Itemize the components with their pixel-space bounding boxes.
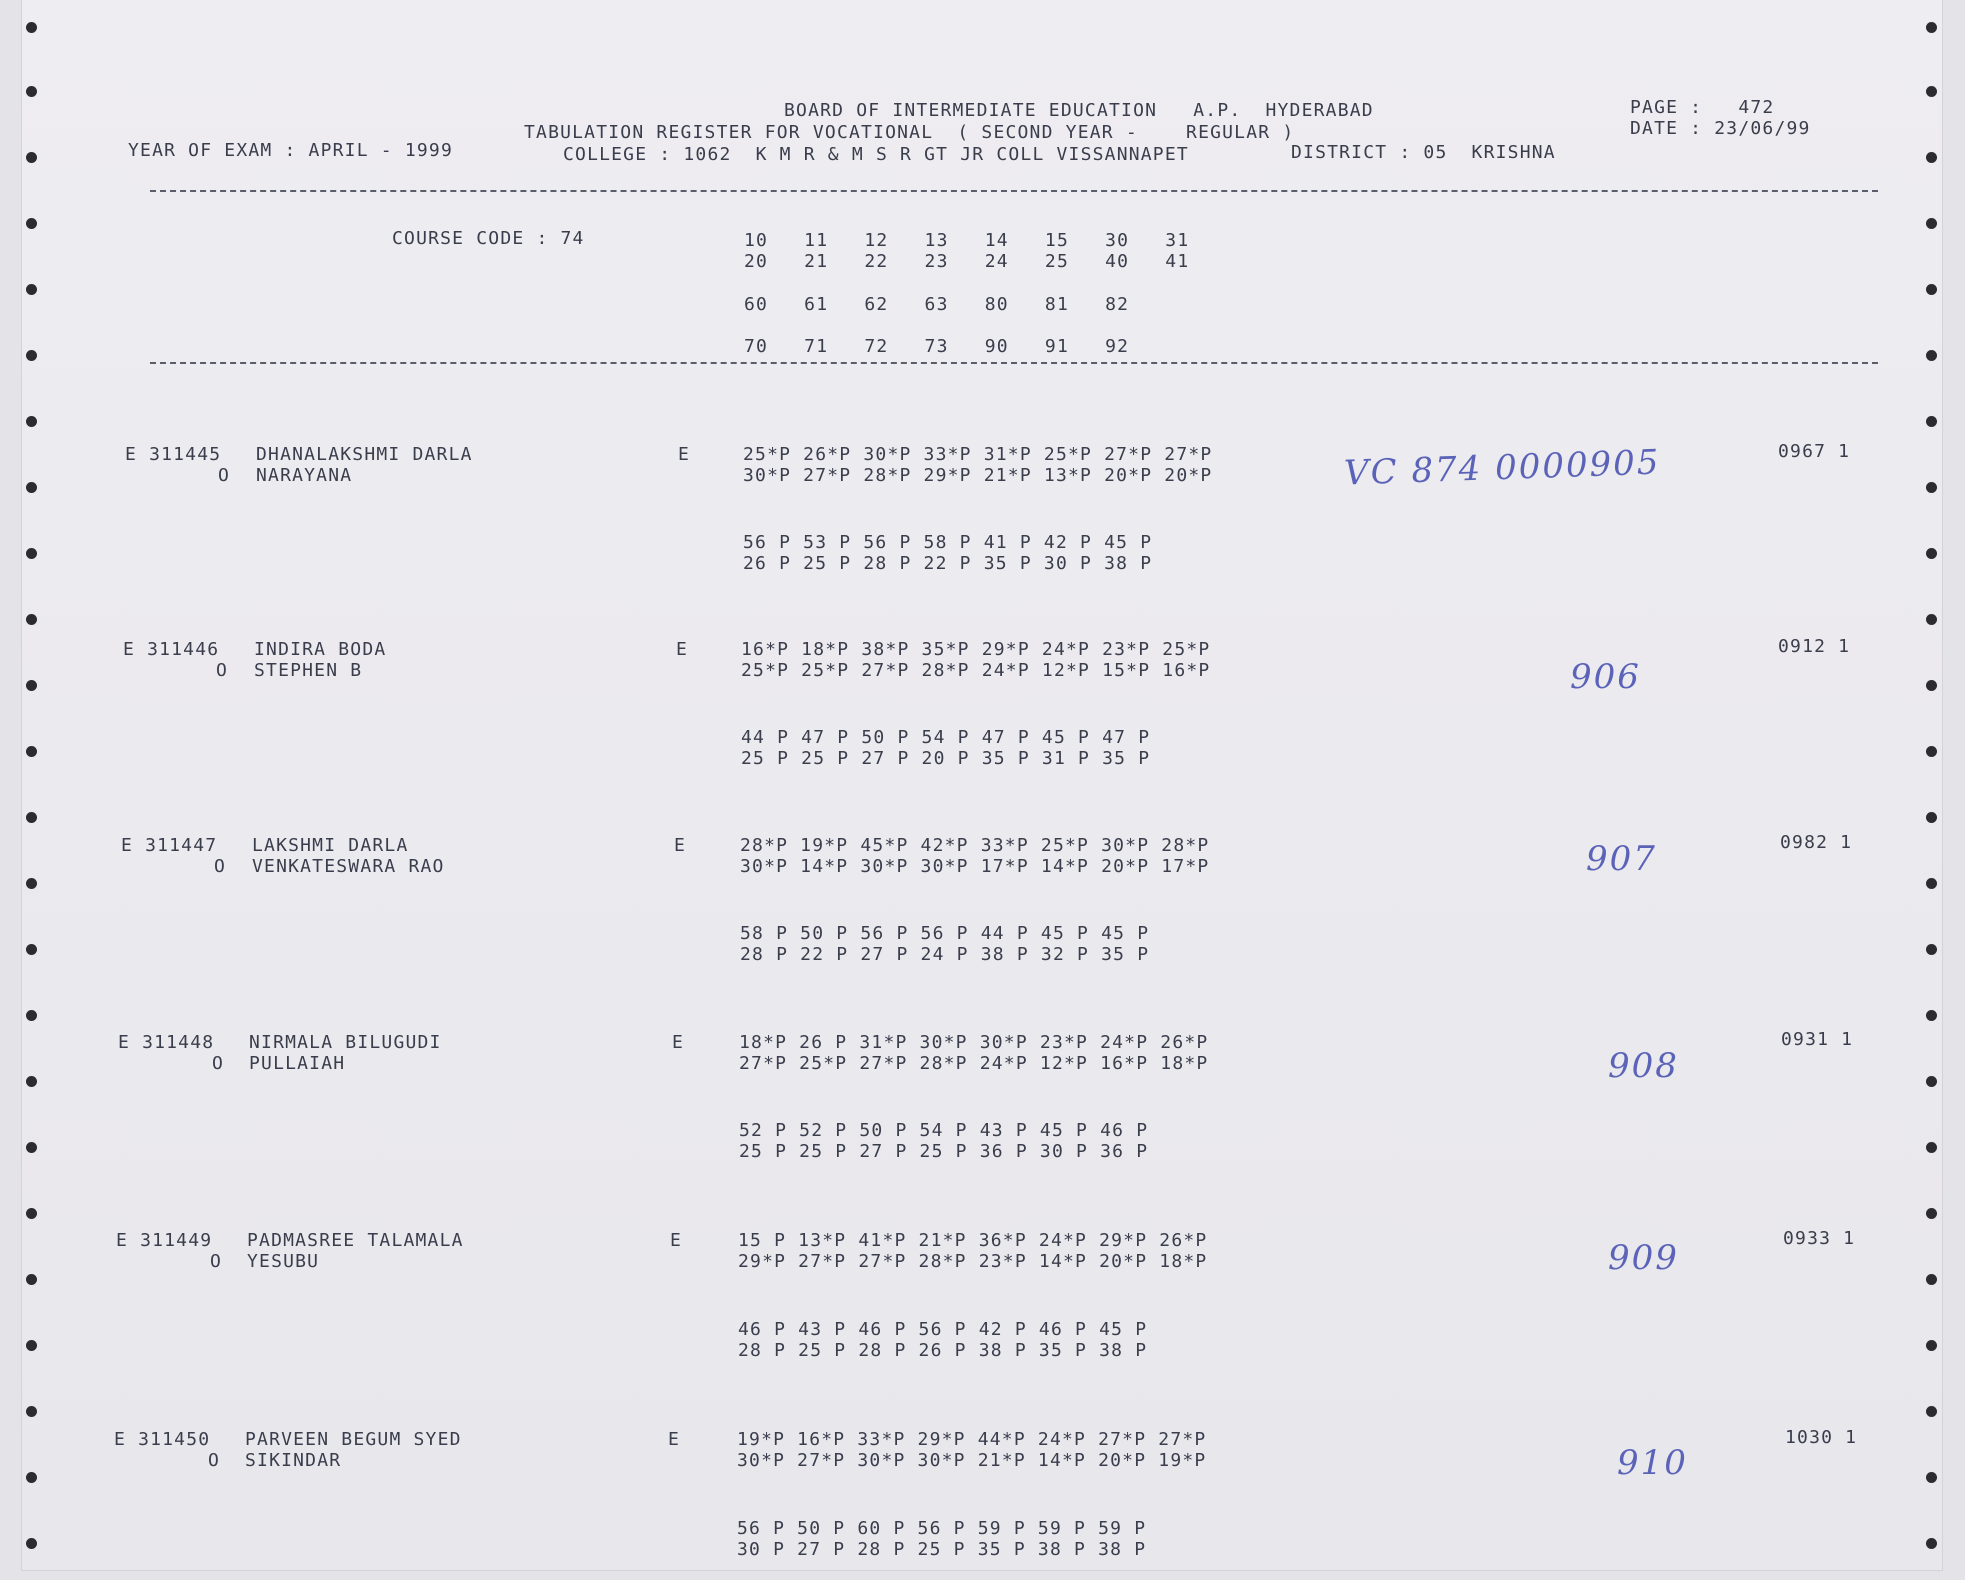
totals-row-1: 44 P 47 P 50 P 54 P 47 P 45 P 47 P: [741, 727, 1151, 748]
parent-code: O: [212, 1053, 225, 1074]
district-info: DISTRICT : 05 KRISHNA: [1291, 142, 1556, 163]
medium: E: [668, 1429, 681, 1450]
student-name: NIRMALA BILUGUDI: [249, 1032, 442, 1053]
handwritten-note: 909: [1608, 1238, 1679, 1278]
parent-code: O: [216, 660, 229, 681]
parent-name: NARAYANA: [256, 465, 353, 486]
totals-row-2: 26 P 25 P 28 P 22 P 35 P 30 P 38 P: [743, 553, 1153, 574]
marks-row-1: 15 P 13*P 41*P 21*P 36*P 24*P 29*P 26*P: [738, 1230, 1208, 1251]
marks-row-1: 28*P 19*P 45*P 42*P 33*P 25*P 30*P 28*P: [740, 835, 1210, 856]
medium: E: [672, 1032, 685, 1053]
handwritten-note: 907: [1586, 839, 1657, 879]
parent-name: SIKINDAR: [245, 1450, 342, 1471]
parent-name: PULLAIAH: [249, 1053, 346, 1074]
marks-row-2: 27*P 25*P 27*P 28*P 24*P 12*P 16*P 18*P: [739, 1053, 1209, 1074]
marks-row-2: 30*P 14*P 30*P 30*P 17*P 14*P 20*P 17*P: [740, 856, 1210, 877]
student-name: PARVEEN BEGUM SYED: [245, 1429, 462, 1450]
parent-name: STEPHEN B: [254, 660, 363, 681]
result-code: 0967 1: [1778, 441, 1851, 462]
handwritten-note: 910: [1617, 1443, 1688, 1483]
course-code: COURSE CODE : 74: [392, 228, 585, 249]
course-code-row-1: 10 11 12 13 14 15 30 31: [744, 230, 1190, 251]
student-name: PADMASREE TALAMALA: [247, 1230, 464, 1251]
totals-row-2: 28 P 25 P 28 P 26 P 38 P 35 P 38 P: [738, 1340, 1148, 1361]
roll-number: E 311446: [123, 639, 220, 660]
marks-row-2: 29*P 27*P 27*P 28*P 23*P 14*P 20*P 18*P: [738, 1251, 1208, 1272]
marks-row-1: 25*P 26*P 30*P 33*P 31*P 25*P 27*P 27*P: [743, 444, 1213, 465]
result-code: 0982 1: [1780, 832, 1853, 853]
marks-row-2: 30*P 27*P 28*P 29*P 21*P 13*P 20*P 20*P: [743, 465, 1213, 486]
totals-row-1: 56 P 50 P 60 P 56 P 59 P 59 P 59 P: [737, 1518, 1147, 1539]
student-name: DHANALAKSHMI DARLA: [256, 444, 473, 465]
totals-row-2: 28 P 22 P 27 P 24 P 38 P 32 P 35 P: [740, 944, 1150, 965]
marks-row-1: 16*P 18*P 38*P 35*P 29*P 24*P 23*P 25*P: [741, 639, 1211, 660]
parent-code: O: [214, 856, 227, 877]
medium: E: [678, 444, 691, 465]
marks-row-2: 30*P 27*P 30*P 30*P 21*P 14*P 20*P 19*P: [737, 1450, 1207, 1471]
parent-name: YESUBU: [247, 1251, 320, 1272]
roll-number: E 311449: [116, 1230, 213, 1251]
marks-row-1: 18*P 26 P 31*P 30*P 30*P 23*P 24*P 26*P: [739, 1032, 1209, 1053]
course-code-row-3: 60 61 62 63 80 81 82: [744, 294, 1130, 315]
result-code: 0933 1: [1783, 1228, 1856, 1249]
roll-number: E 311448: [118, 1032, 215, 1053]
medium: E: [674, 835, 687, 856]
marks-row-1: 19*P 16*P 33*P 29*P 44*P 24*P 27*P 27*P: [737, 1429, 1207, 1450]
handwritten-note: VC 874 0000905: [1343, 442, 1662, 494]
course-code-row-2: 20 21 22 23 24 25 40 41: [744, 251, 1190, 272]
print-date: DATE : 23/06/99: [1630, 118, 1811, 139]
page-number: PAGE : 472: [1630, 97, 1775, 118]
board-title: BOARD OF INTERMEDIATE EDUCATION A.P. HYDERABAD: [784, 100, 1374, 121]
student-name: INDIRA BODA: [254, 639, 387, 660]
totals-row-2: 25 P 25 P 27 P 25 P 36 P 30 P 36 P: [739, 1141, 1149, 1162]
result-code: 1030 1: [1785, 1427, 1858, 1448]
totals-row-2: 30 P 27 P 28 P 25 P 35 P 38 P 38 P: [737, 1539, 1147, 1560]
totals-row-2: 25 P 25 P 27 P 20 P 35 P 31 P 35 P: [741, 748, 1151, 769]
tractor-feed-holes-left: [22, 0, 44, 1570]
handwritten-note: 908: [1608, 1046, 1679, 1086]
result-code: 0931 1: [1781, 1029, 1854, 1050]
college-info: COLLEGE : 1062 K M R & M S R GT JR COLL VISSANNAPET: [563, 144, 1189, 165]
medium: E: [676, 639, 689, 660]
year-of-exam: YEAR OF EXAM : APRIL - 1999: [128, 140, 453, 161]
totals-row-1: 46 P 43 P 46 P 56 P 42 P 46 P 45 P: [738, 1319, 1148, 1340]
course-code-row-4: 70 71 72 73 90 91 92: [744, 336, 1130, 357]
handwritten-note: 906: [1570, 657, 1641, 697]
medium: E: [670, 1230, 683, 1251]
student-name: LAKSHMI DARLA: [252, 835, 409, 856]
parent-name: VENKATESWARA RAO: [252, 856, 445, 877]
course-separator: [150, 362, 1878, 364]
register-title: TABULATION REGISTER FOR VOCATIONAL ( SECOND YEAR - REGULAR ): [524, 122, 1295, 143]
marks-row-2: 25*P 25*P 27*P 28*P 24*P 12*P 15*P 16*P: [741, 660, 1211, 681]
roll-number: E 311450: [114, 1429, 211, 1450]
roll-number: E 311447: [121, 835, 218, 856]
totals-row-1: 56 P 53 P 56 P 58 P 41 P 42 P 45 P: [743, 532, 1153, 553]
totals-row-1: 58 P 50 P 56 P 56 P 44 P 45 P 45 P: [740, 923, 1150, 944]
parent-code: O: [208, 1450, 221, 1471]
roll-number: E 311445: [125, 444, 222, 465]
result-code: 0912 1: [1778, 636, 1851, 657]
parent-code: O: [218, 465, 231, 486]
header-separator: [150, 190, 1878, 192]
parent-code: O: [210, 1251, 223, 1272]
tractor-feed-holes-right: [1920, 0, 1942, 1570]
totals-row-1: 52 P 52 P 50 P 54 P 43 P 45 P 46 P: [739, 1120, 1149, 1141]
tabulation-register-sheet: [22, 0, 1942, 1570]
